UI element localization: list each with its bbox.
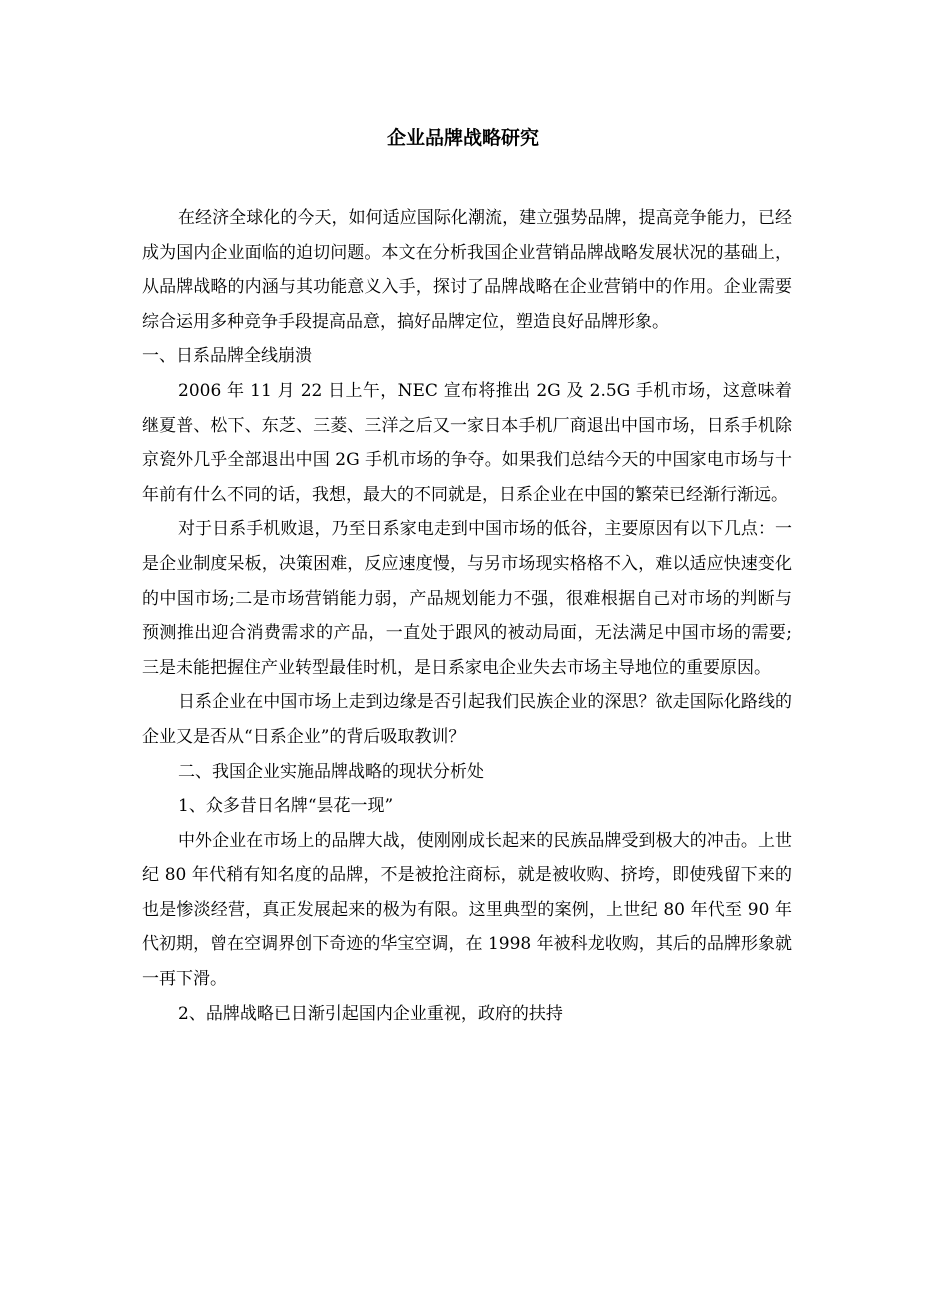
document-body xyxy=(142,201,792,1031)
paragraph-brand-war: 中外企业在市场上的品牌大战，使刚刚成长起来的民族品牌受到极大的冲击。上世纪 80 年代稍有知名度的品牌，不是被抢注商标，就是被收购、挤垮，即使残留下来的也是惨淡经营，真正发展起来的极为有限。这里典型的案例，上世纪 80 年代至 90 年代初期，曾在空调界创下奇迹的华宝空调，在 1998 年被科龙收购，其后的品牌形象就一再下滑。 xyxy=(142,830,792,990)
section-heading-1: 一、日系品牌全线崩溃 xyxy=(142,346,312,367)
paragraph-nec: 2006 年 11 月 22 日上午，NEC 宣布将推出 2G 及 2.5G 手机市场，这意味着继夏普、松下、东芝、三菱、三洋之后又一家日本手机厂商退出中国市场，日系手机除京瓷外几乎全部退出中国 2G 手机市场的争夺。如果我们总结今天的中国家电市场与十年前有什么不同的话，我想，最大的不同就是，日系企业在中国的繁荣已经渐行渐远。 xyxy=(142,380,792,505)
paragraph-reflection: 日系企业在中国市场上走到边缘是否引起我们民族企业的深思？欲走国际化路线的企业又是否从“日系企业”的背后吸取教训？ xyxy=(142,692,792,747)
paragraph-reasons: 对于日系手机败退，乃至日系家电走到中国市场的低谷，主要原因有以下几点：一是企业制度呆板，决策困难，反应速度慢，与另市场现实格格不入，难以适应快速变化的中国市场;二是市场营销能力弱，产品规划能力不强，很难根据自己对市场的判断与预测推出迎合消费需求的产品，一直处于跟风的被动局面，无法满足中国市场的需要;三是未能把握住产业转型最佳时机，是日系家电企业失去市场主导地位的重要原因。 xyxy=(142,519,792,678)
section-heading-2: 二、我国企业实施品牌战略的现状分析处 xyxy=(178,761,484,782)
subsection-heading-1: 1、众多昔日名牌“昙花一现” xyxy=(178,796,394,817)
subsection-heading-2: 2、品牌战略已日渐引起国内企业重视，政府的扶持 xyxy=(178,1003,563,1024)
document-title: 企业品牌战略研究 xyxy=(386,127,539,149)
paragraph-abstract: 在经济全球化的今天，如何适应国际化潮流，建立强势品牌，提高竞争能力，已经成为国内企业面临的迫切问题。本文在分析我国企业营销品牌战略发展状况的基础上，从品牌战略的内涵与其功能意义入手，探讨了品牌战略在企业营销中的作用。企业需要综合运用多种竞争手段提高品意，搞好品牌定位，塑造良好品牌形象。 xyxy=(142,208,792,332)
